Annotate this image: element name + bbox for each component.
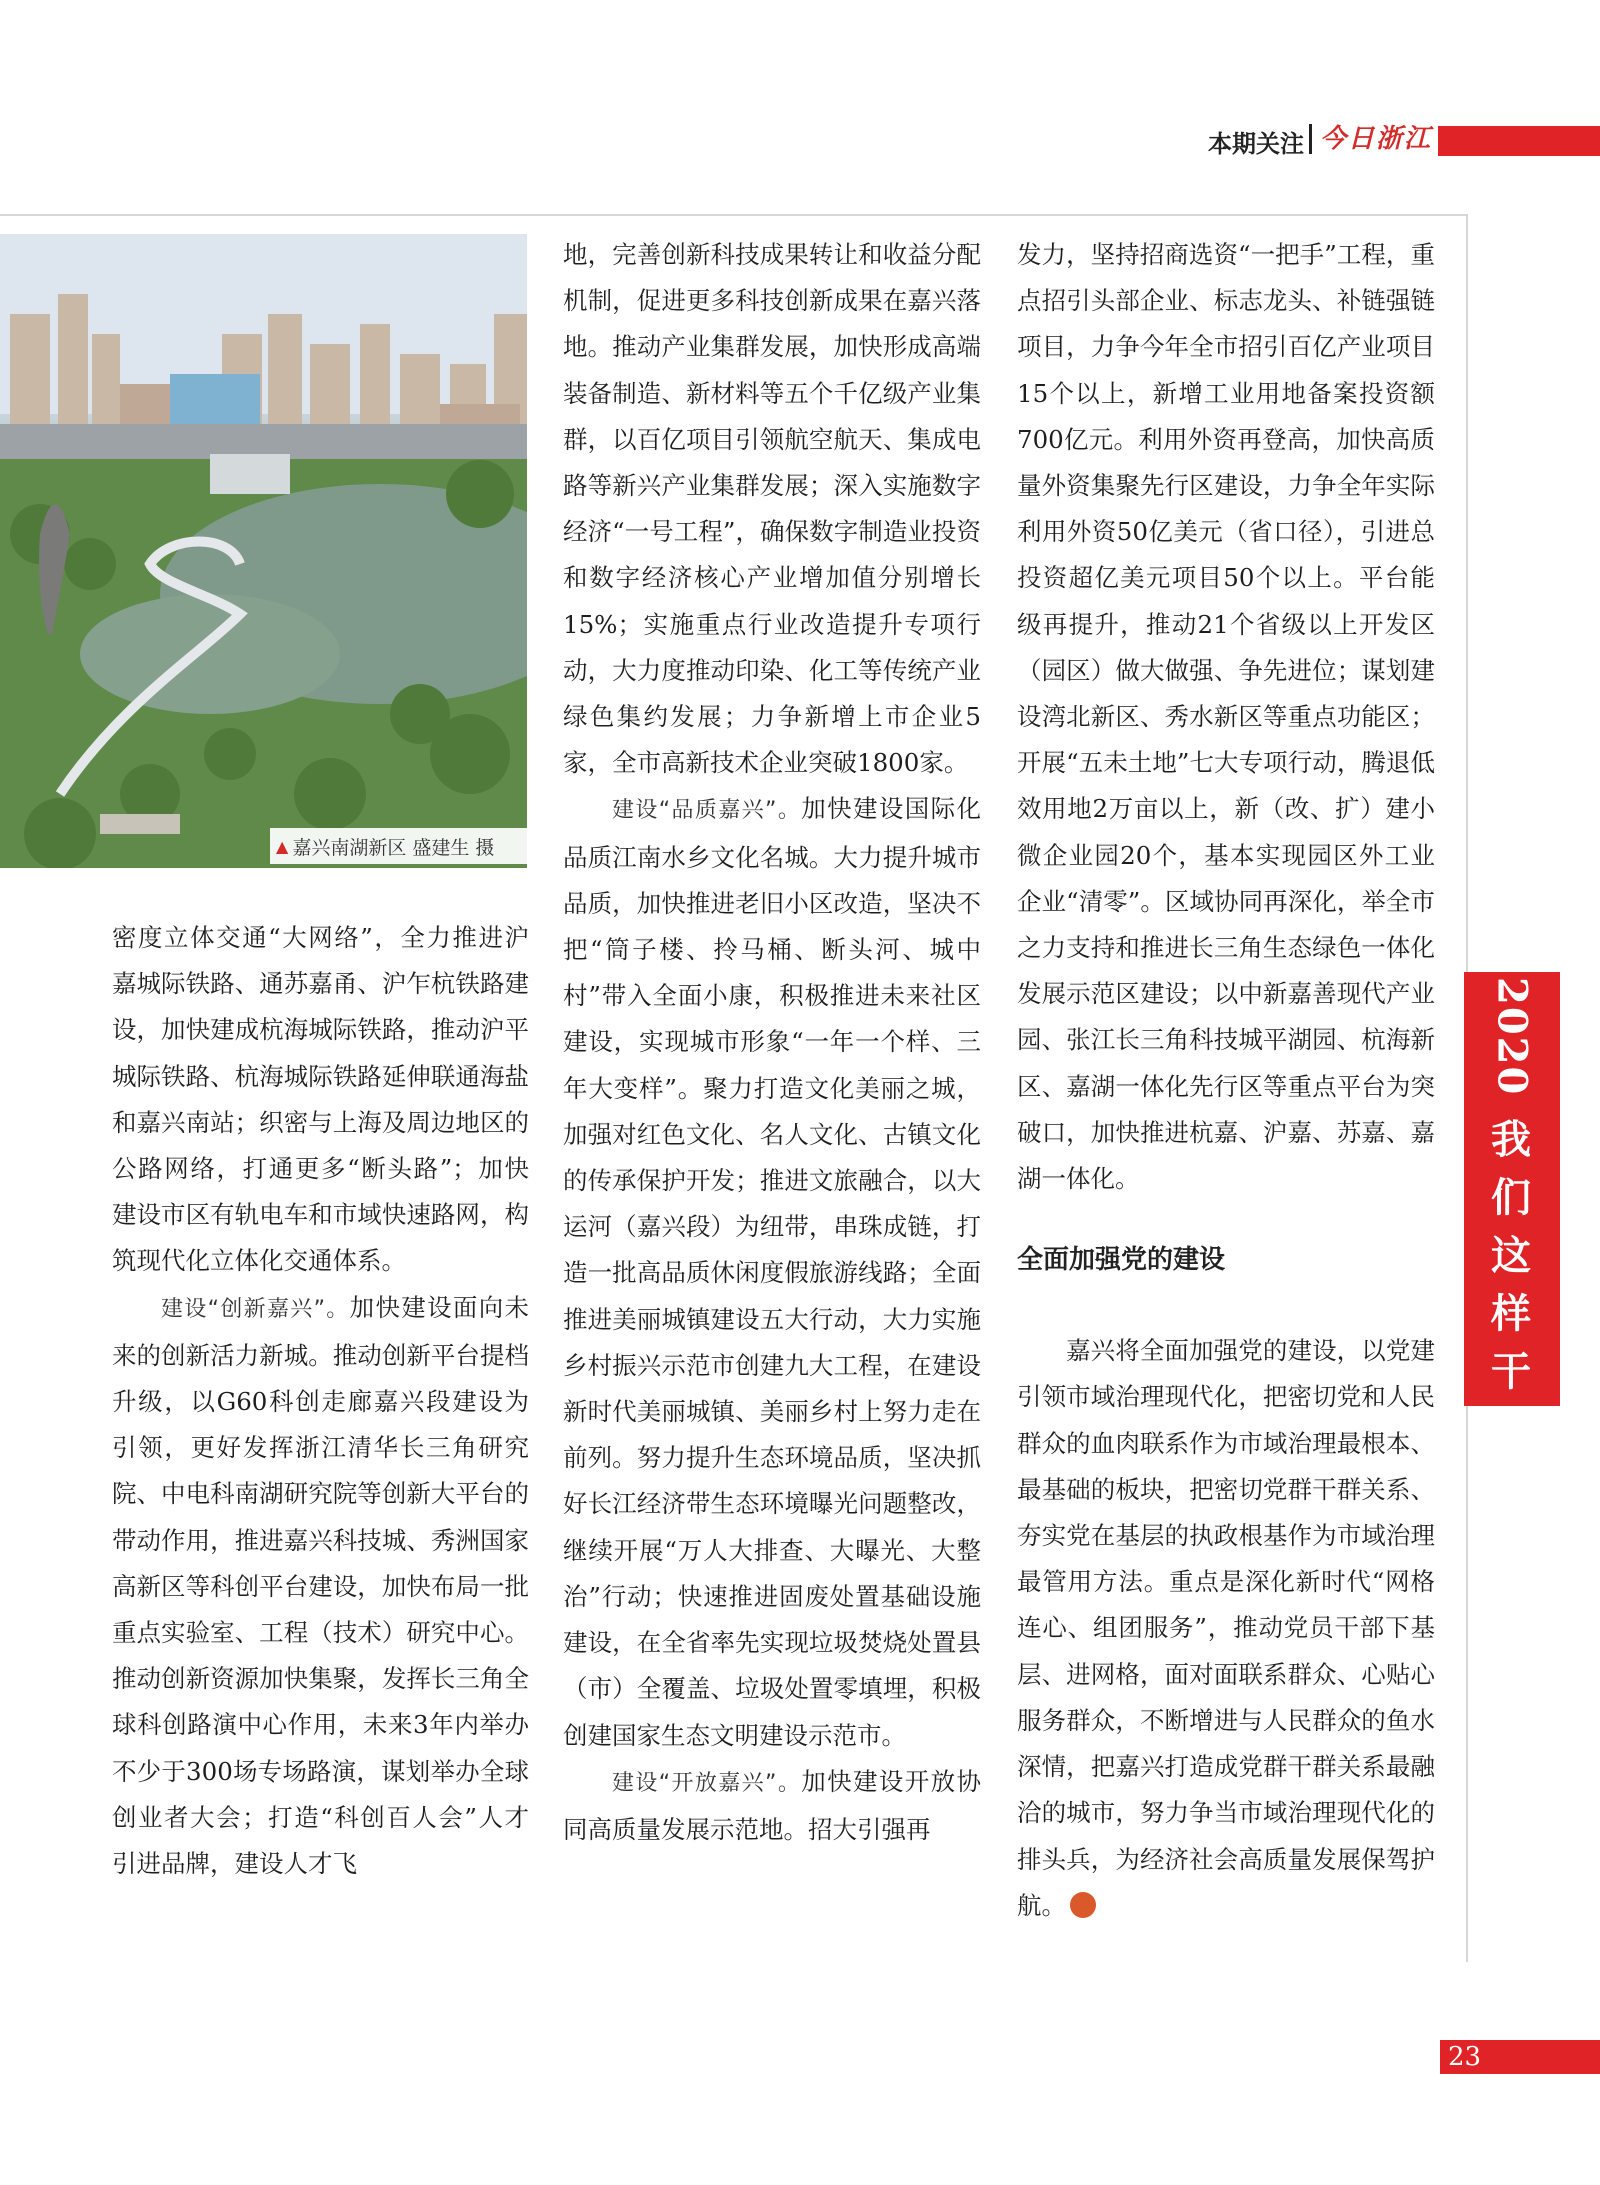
text-column-3	[1017, 232, 1435, 1929]
paragraph	[563, 1759, 981, 1853]
paragraph	[1017, 1328, 1435, 1929]
paragraph: 密度立体交通“大网络”，全力推进沪嘉城际铁路、通苏嘉甬、沪乍杭铁路建设，加快建成杭海城际铁路，推动沪平城际铁路、杭海城际铁路延伸联通海盐和嘉兴南站；织密与上海及周边地区的公路网络，打通更多“断头路”；加快建设市区有轨电车和市域快速路网，构筑现代化立体化交通体系。	[112, 923, 529, 1276]
paragraph-body: 嘉兴将全面加强党的建设，以党建引领市域治理现代化，把密切党和人民群众的血肉联系作为市域治理最根本、最基础的板块，把密切党群干群关系、夯实党在基层的执政根基作为市域治理最管用方法。重点是深化新时代“网格连心、组团服务”，推动党员干部下基层、进网格，面对面联系群众、心贴心服务群众，不断增进与人民群众的鱼水深情，把嘉兴打造成党群干群关系最融洽的城市，努力争当市域治理现代化的排头兵，为经济社会高质量发展保驾护航。	[1017, 1336, 1435, 1920]
text-column-1	[112, 915, 529, 1887]
paragraph-body: 加快建设面向未来的创新活力新城。推动创新平台提档升级，以G60科创走廊嘉兴段建设为引领，更好发挥浙江清华长三角研究院、中电科南湖研究院等创新大平台的带动作用，推进嘉兴科技城、秀洲国家高新区等科创平台建设，加快布局一批重点实验室、工程（技术）研究中心。推动创新资源加快集聚，发挥长三角全球科创路演中心作用，未来3年内举办不少于300场专场路演，谋划举办全球创业者大会；打造“科创百人会”人才引进品牌，建设人才飞	[112, 1292, 530, 1879]
aerial-photo	[0, 234, 527, 868]
section-label: 本期关注	[1208, 130, 1304, 158]
photo-illustration	[0, 234, 527, 868]
side-tab-char: 们	[1491, 1173, 1533, 1221]
side-tab-char: 我	[1491, 1115, 1533, 1163]
photo-caption	[270, 828, 527, 864]
side-tab-year: 2020	[1488, 977, 1536, 1097]
end-mark-icon	[1070, 1892, 1096, 1918]
paragraph	[563, 786, 981, 1758]
paragraph: 地，完善创新科技成果转让和收益分配机制，促进更多科技创新成果在嘉兴落地。推动产业集群发展，加快形成高端装备制造、新材料等五个千亿级产业集群，以百亿项目引领航空航天、集成电路等新兴产业集群发展；深入实施数字经济“一号工程”，确保数字制造业投资和数字经济核心产业增加值分别增长15%；实施重点行业改造提升专项行动，大力度推动印染、化工等传统产业绿色集约发展；力争新增上市企业5家，全市高新技术企业突破1800家。	[563, 240, 981, 778]
paragraph-lead: 建设“开放嘉兴”。	[612, 1770, 802, 1796]
page-number: 23	[1448, 2042, 1482, 2072]
section-heading: 全面加强党的建设	[1017, 1245, 1226, 1276]
paragraph-lead: 建设“品质嘉兴”。	[612, 798, 802, 824]
side-tab-char: 干	[1491, 1347, 1533, 1395]
paragraph-body: 加快建设开放协同高质量发展示范地。招大引强再	[563, 1766, 981, 1844]
photo-caption-text: 嘉兴南湖新区 盛建生 摄	[292, 836, 495, 859]
page-number-bar	[1440, 2040, 1600, 2074]
magazine-logo: 今日浙江	[1320, 124, 1433, 154]
caption-triangle-icon: ▲	[276, 836, 289, 856]
paragraph-body: 加快建设国际化品质江南水乡文化名城。大力提升城市品质，加快推进老旧小区改造，坚决不把“筒子楼、拎马桶、断头河、城中村”带入全面小康，积极推进未来社区建设，实现城市形象“一年一个样、三年大变样”。聚力打造文化美丽之城，加强对红色文化、名人文化、古镇文化的传承保护开发；推进文旅融合，以大运河（嘉兴段）为纽带，串珠成链，打造一批高品质休闲度假旅游线路；全面推进美丽城镇建设五大行动，大力实施乡村振兴示范市创建九大工程，在建设新时代美丽城镇、美丽乡村上努力走在前列。努力提升生态环境品质，坚决抓好长江经济带生态环境曝光问题整改，继续开展“万人大排查、大曝光、大整治”行动；快速推进固废处置基础设施建设，在全省率先实现垃圾焚烧处置县（市）全覆盖、垃圾处置零填埋，积极创建国家生态文明建设示范市。	[563, 794, 981, 1750]
side-tab-char: 样	[1491, 1289, 1533, 1337]
side-tab	[1464, 972, 1560, 1406]
paragraph-lead: 建设“创新嘉兴”。	[161, 1296, 350, 1322]
frame-top-rule	[0, 214, 1468, 216]
paragraph	[112, 1285, 529, 1888]
text-column-2	[563, 232, 981, 1853]
header-divider	[1309, 124, 1312, 154]
side-tab-char: 这	[1491, 1231, 1533, 1279]
paragraph: 发力，坚持招商选资“一把手”工程，重点招引头部企业、标志龙头、补链强链项目，力争今年全市招引百亿产业项目15个以上，新增工业用地备案投资额700亿元。利用外资再登高，加快高质量外资集聚先行区建设，力争全年实际利用外资50亿美元（省口径），引进总投资超亿美元项目50个以上。平台能级再提升，推动21个省级以上开发区（园区）做大做强、争先进位；谋划建设湾北新区、秀水新区等重点功能区；开展“五未土地”七大专项行动，腾退低效用地2万亩以上，新（改、扩）建小微企业园20个，基本实现园区外工业企业“清零”。区域协同再深化，举全市之力支持和推进长三角生态绿色一体化发展示范区建设；以中新嘉善现代产业园、张江长三角科技城平湖园、杭海新区、嘉湖一体化先行区等重点平台为突破口，加快推进杭嘉、沪嘉、苏嘉、嘉湖一体化。	[1017, 240, 1435, 1194]
header-accent-bar	[1438, 126, 1600, 156]
